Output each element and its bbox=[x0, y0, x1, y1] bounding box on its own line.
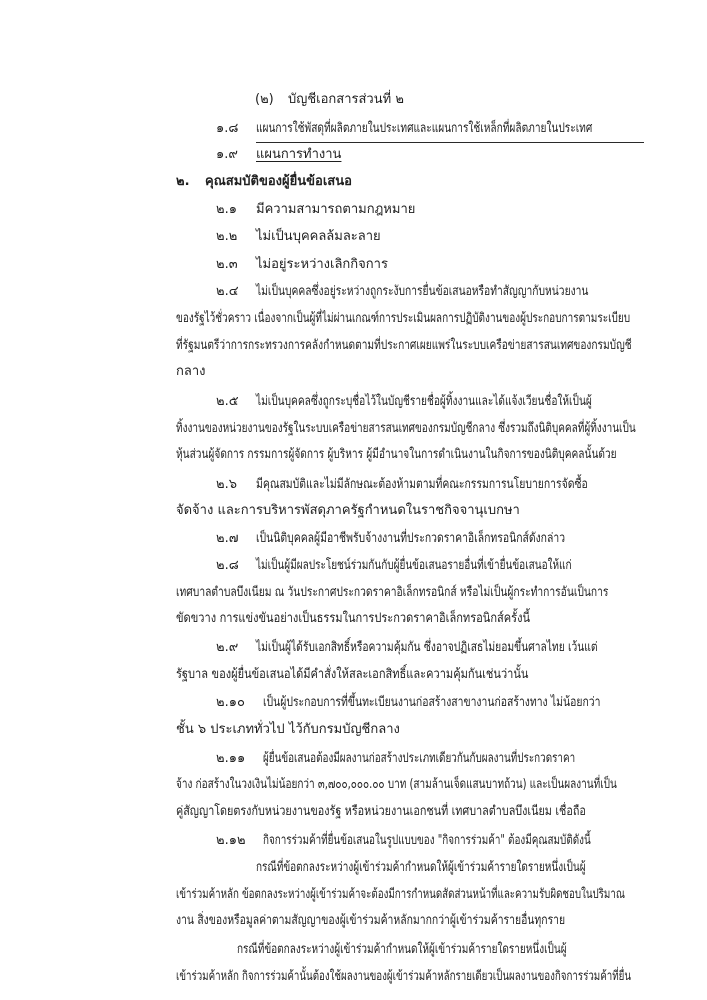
item-2-3-text: ไม่อยู่ระหว่างเลิกกิจการ bbox=[256, 257, 388, 272]
item-2-11-text: จ้าง ก่อสร้างในวงเงินไม่น้อยกว่า ๓,๗๐๐,๐๐๐.๐๐ บาท (สามล้านเจ็ดแสนบาทถ้วน) และเป็นผลงานที่เป็น bbox=[176, 777, 617, 792]
item-2-9-text: ไม่เป็นผู้ได้รับเอกสิทธิ์หรือความคุ้มกัน ซึ่งอาจปฏิเสธไม่ยอมขึ้นศาลไทย เว้นแต่ bbox=[256, 640, 598, 655]
item-2-8-text: ไม่เป็นผู้มีผลประโยชน์ร่วมกันกับผู้ยื่นข้อเสนอรายอื่นที่เข้ายื่นข้อเสนอให้แก่ bbox=[256, 558, 572, 573]
item-2-4-text: ที่รัฐมนตรีว่าการกระทรวงการคลังกำหนดตามที่ประกาศเผยแพร่ในระบบเครือข่ายสารสนเทศของกรมบัญชี bbox=[176, 338, 632, 353]
item-2-3-number: ๒.๓ bbox=[216, 257, 238, 272]
item-2-10-text: เป็นผู้ประกอบการที่ขึ้นทะเบียนงานก่อสร้างสาขางานก่อสร้างทาง ไม่น้อยกว่า bbox=[263, 695, 601, 710]
item-2-4-text: ของรัฐไว้ชั่วคราว เนื่องจากเป็นผู้ที่ไม่ผ่านเกณฑ์การประเมินผลการปฏิบัติงานของผู้ประกอบการตามระเบียบ bbox=[176, 311, 631, 326]
item-2-12-text: งาน สิ่งของหรือมูลค่าตามสัญญาของผู้เข้าร่วมค้าหลักมากกว่าผู้เข้าร่วมค้ารายอื่นทุกราย bbox=[176, 913, 566, 928]
item-2-5-number: ๒.๕ bbox=[216, 394, 239, 409]
item-2-2-number: ๒.๒ bbox=[216, 229, 238, 244]
annex-2-title: บัญชีเอกสารส่วนที่ ๒ bbox=[288, 92, 404, 107]
item-2-9-text: รัฐบาล ของผู้ยื่นข้อเสนอได้มีคำสั่งให้สละเอกสิทธิ์และความคุ้มกันเช่นว่านั้น bbox=[176, 667, 529, 682]
item-2-11-text: ผู้ยื่นข้อเสนอต้องมีผลงานก่อสร้างประเภทเดียวกันกับผลงานที่ประกวดราคา bbox=[263, 751, 576, 766]
item-2-8-text: ขัดขวาง การแข่งขันอย่างเป็นธรรมในการประกวดราคาอิเล็กทรอนิกส์ครั้งนี้ bbox=[176, 611, 531, 626]
item-2-12-text: กิจการร่วมค้าที่ยื่นข้อเสนอในรูปแบบของ "กิจการร่วมค้า" ต้องมีคุณสมบัติดังนี้ bbox=[263, 833, 591, 848]
item-2-5-text: ทิ้งงานของหน่วยงานของรัฐในระบบเครือข่ายสารสนเทศของกรมบัญชีกลาง ซึ่งรวมถึงนิติบุคคลที่ผู้ทิ้งงานเป็น bbox=[176, 421, 636, 436]
item-2-6-text: จัดจ้าง และการบริหารพัสดุภาครัฐกำหนดในราชกิจจานุเบกษา bbox=[176, 503, 520, 518]
item-2-12-text: กรณีที่ข้อตกลงระหว่างผู้เข้าร่วมค้ากำหนดให้ผู้เข้าร่วมค้ารายใดรายหนึ่งเป็นผู้ bbox=[237, 942, 567, 957]
item-2-9-number: ๒.๙ bbox=[216, 640, 239, 655]
item-2-10-text: ชั้น ๖ ประเภททั่วไป ไว้กับกรมบัญชีกลาง bbox=[176, 722, 400, 737]
item-2-5-text: หุ้นส่วนผู้จัดการ กรรมการผู้จัดการ ผู้บริหาร ผู้มีอำนาจในการดำเนินงานในกิจการของนิติบุคคลนั้นด้วย bbox=[176, 447, 617, 462]
item-2-1-text: มีความสามารถตามกฎหมาย bbox=[256, 202, 416, 217]
item-2-12-text: เข้าร่วมค้าหลัก กิจการร่วมค้านั้นต้องใช้ผลงานของผู้เข้าร่วมค้าหลักรายเดียวเป็นผลงานของกิจการร่วมค้าที่ยื่น bbox=[176, 969, 632, 984]
item-2-12-text: เข้าร่วมค้าหลัก ข้อตกลงระหว่างผู้เข้าร่วมค้าจะต้องมีการกำหนดสัดส่วนหน้าที่และความรับผิดชอบในปริมาณ bbox=[176, 887, 625, 902]
item-2-5-text: ไม่เป็นบุคคลซึ่งถูกระบุชื่อไว้ในบัญชีรายชื่อผู้ทิ้งงานและได้แจ้งเวียนชื่อให้เป็นผู้ bbox=[256, 394, 592, 409]
item-1-8-underline bbox=[256, 142, 644, 143]
item-2-12-text: กรณีที่ข้อตกลงระหว่างผู้เข้าร่วมค้ากำหนดให้ผู้เข้าร่วมค้ารายใดรายหนึ่งเป็นผู้ bbox=[256, 860, 586, 875]
section-2-number: ๒. bbox=[176, 174, 190, 189]
item-2-6-number: ๒.๖ bbox=[216, 477, 237, 492]
section-2-heading: คุณสมบัติของผู้ยื่นข้อเสนอ bbox=[205, 174, 352, 189]
item-2-1-number: ๒.๑ bbox=[216, 202, 237, 217]
item-2-11-number: ๒.๑๑ bbox=[216, 751, 246, 766]
item-2-7-text: เป็นนิติบุคคลผู้มีอาชีพรับจ้างงานที่ประกวดราคาอิเล็กทรอนิกส์ดังกล่าว bbox=[256, 531, 566, 546]
item-2-4-text: กลาง bbox=[176, 364, 206, 379]
item-2-8-text: เทศบาลตำบลบึงเนียม ณ วันประกาศประกวดราคาอิเล็กทรอนิกส์ หรือไม่เป็นผู้กระทำการอันเป็นการ bbox=[176, 585, 609, 600]
annex-2-number: (๒) bbox=[255, 92, 274, 107]
item-2-11-text: คู่สัญญาโดยตรงกับหน่วยงานของรัฐ หรือหน่วยงานเอกชนที่ เทศบาลตำบลบึงเนียม เชื่อถือ bbox=[176, 804, 586, 819]
item-2-8-number: ๒.๘ bbox=[216, 558, 239, 573]
item-2-4-number: ๒.๔ bbox=[216, 284, 239, 299]
item-2-4-text: ไม่เป็นบุคคลซึ่งอยู่ระหว่างถูกระงับการยื่นข้อเสนอหรือทำสัญญากับหน่วยงาน bbox=[256, 284, 589, 299]
item-1-9-text: แผนการทำงาน bbox=[256, 147, 342, 162]
item-1-8-number: ๑.๘ bbox=[216, 121, 239, 136]
item-2-10-number: ๒.๑๐ bbox=[216, 695, 245, 710]
item-2-7-number: ๒.๗ bbox=[216, 531, 239, 546]
item-1-8-text: แผนการใช้พัสดุที่ผลิตภายในประเทศและแผนการใช้เหล็กที่ผลิตภายในประเทศ bbox=[256, 121, 593, 136]
item-2-6-text: มีคุณสมบัติและไม่มีลักษณะต้องห้ามตามที่คณะกรรมการนโยบายการจัดซื้อ bbox=[256, 477, 588, 492]
item-1-9-number: ๑.๙ bbox=[216, 147, 238, 162]
item-2-2-text: ไม่เป็นบุคคลล้มละลาย bbox=[256, 229, 381, 244]
item-2-12-number: ๒.๑๒ bbox=[216, 833, 246, 848]
